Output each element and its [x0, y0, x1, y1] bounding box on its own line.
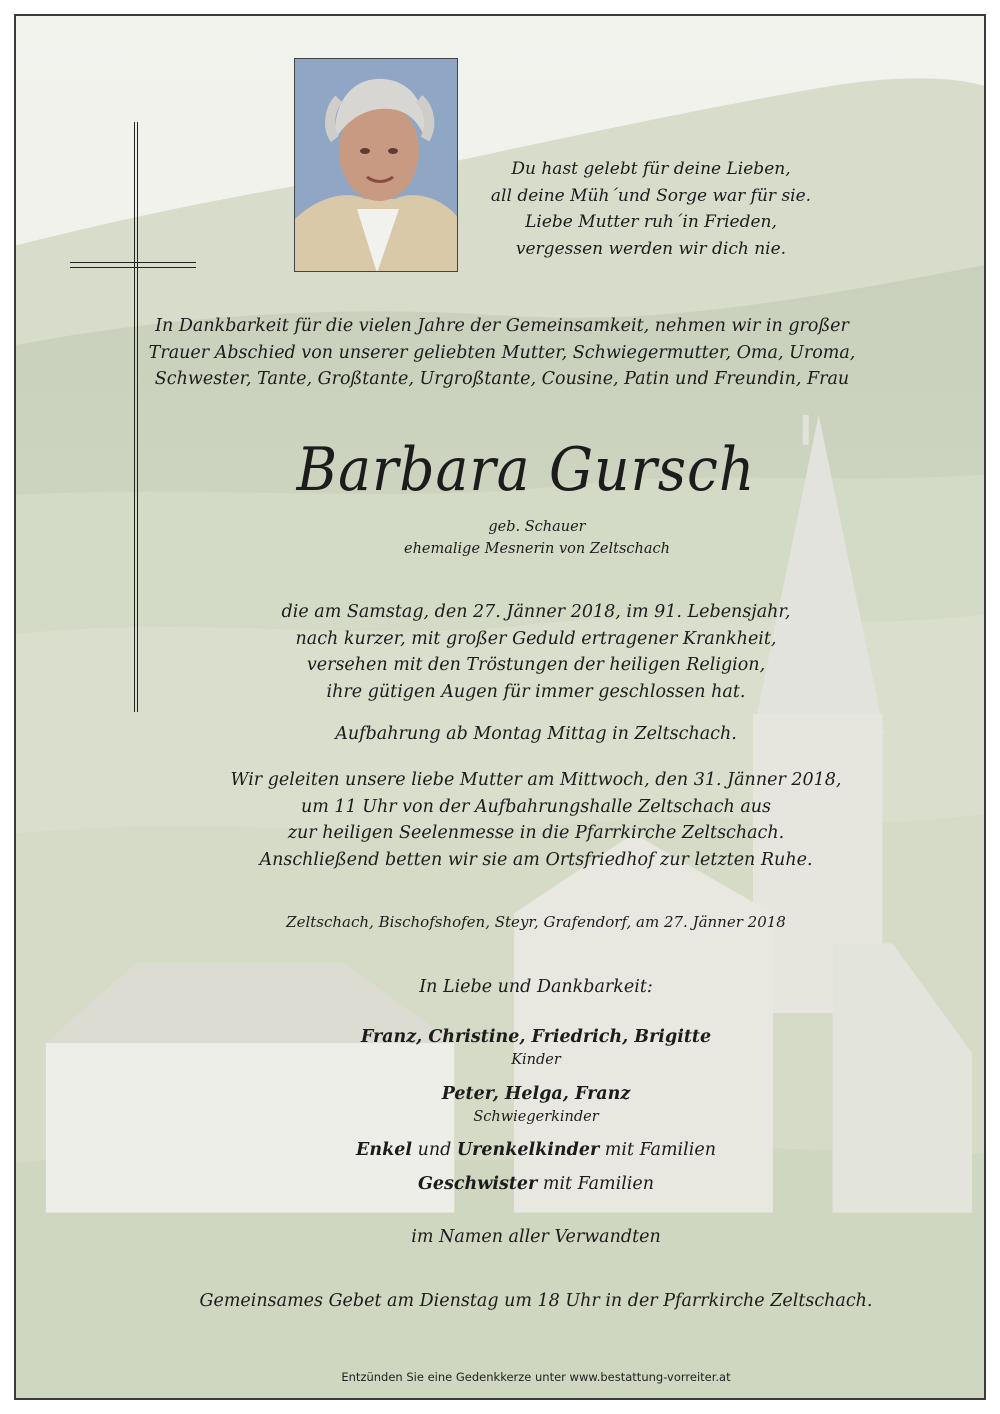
cross-vertical: [134, 122, 138, 712]
funeral-line: zur heiligen Seelenmesse in die Pfarrkirche Zeltschach.: [287, 823, 785, 843]
mourners-intro: In Liebe und Dankbarkeit:: [419, 977, 653, 997]
poem-line: Du hast gelebt für deine Lieben,: [511, 159, 791, 179]
portrait-photo: [294, 58, 458, 272]
grandchildren-a: Enkel: [356, 1140, 412, 1160]
death-line: nach kurzer, mit großer Geduld ertragener Krankheit,: [295, 628, 777, 649]
grandchildren-suffix: mit Familien: [599, 1140, 716, 1160]
poem-line: vergessen werden wir dich nie.: [515, 238, 787, 259]
funeral-line: um 11 Uhr von der Aufbahrungshalle Zeltschach aus: [300, 796, 772, 817]
children-label: Kinder: [511, 1052, 561, 1068]
funeral-line: Wir geleiten unsere liebe Mutter am Mittwoch, den 31. Jänner 2018,: [230, 770, 842, 790]
death-line: ihre gütigen Augen für immer geschlossen hat.: [326, 681, 746, 702]
funeral-paragraph: [226, 767, 846, 873]
grandchildren-and: und: [412, 1140, 457, 1160]
in-laws-names: Peter, Helga, Franz: [441, 1084, 631, 1104]
intro-line: Schwester, Tante, Großtante, Urgroßtante, Cousine, Patin und Freundin, Frau: [154, 369, 850, 389]
occupation: ehemalige Mesnerin von Zeltschach: [404, 541, 670, 557]
viewing-info: Aufbahrung ab Montag Mittag in Zeltschach.: [335, 724, 737, 744]
poem-line: Liebe Mutter ruh´in Frieden,: [525, 212, 777, 232]
siblings: Geschwister: [417, 1174, 538, 1194]
intro-line: In Dankbarkeit für die vielen Jahre der Gemeinsamkeit, nehmen wir in großer: [155, 316, 849, 336]
children-names: Franz, Christine, Friedrich, Brigitte: [360, 1027, 712, 1047]
page-frame: [14, 14, 986, 1400]
in-laws-label: Schwiegerkinder: [473, 1109, 599, 1125]
prayer-info: Gemeinsames Gebet am Dienstag um 18 Uhr in der Pfarrkirche Zeltschach.: [199, 1291, 873, 1311]
intro-line: Trauer Abschied von unserer geliebten Mutter, Schwiegermutter, Oma, Uroma,: [148, 342, 856, 363]
death-line: die am Samstag, den 27. Jänner 2018, im 91. Lebensjahr,: [281, 602, 791, 622]
death-paragraph: [246, 599, 826, 705]
poem-line: all deine Müh´und Sorge war für sie.: [490, 185, 812, 206]
portrait-image: [295, 59, 458, 272]
grandchildren-b: Urenkelkinder: [456, 1140, 600, 1160]
birth-name: geb. Schauer: [488, 519, 586, 535]
birth-info: [366, 516, 708, 560]
on-behalf: im Namen aller Verwandten: [411, 1227, 661, 1247]
poem: [466, 156, 836, 262]
obituary-content: [16, 16, 984, 1398]
intro-paragraph: [116, 313, 888, 393]
siblings-line: [306, 1171, 766, 1197]
cross-horizontal: [70, 262, 196, 268]
deceased-name: Barbara Gursch: [296, 435, 756, 505]
footer-candle-link: Entzünden Sie eine Gedenkkerze unter www.bestattung-vorreiter.at: [341, 1370, 731, 1384]
place-date: Zeltschach, Bischofshofen, Steyr, Grafendorf, am 27. Jänner 2018: [286, 913, 786, 931]
death-line: versehen mit den Tröstungen der heiligen Religion,: [306, 655, 766, 675]
funeral-line: Anschließend betten wir sie am Ortsfriedhof zur letzten Ruhe.: [259, 849, 813, 870]
grandchildren-line: [286, 1137, 786, 1163]
siblings-suffix: mit Familien: [537, 1174, 655, 1194]
